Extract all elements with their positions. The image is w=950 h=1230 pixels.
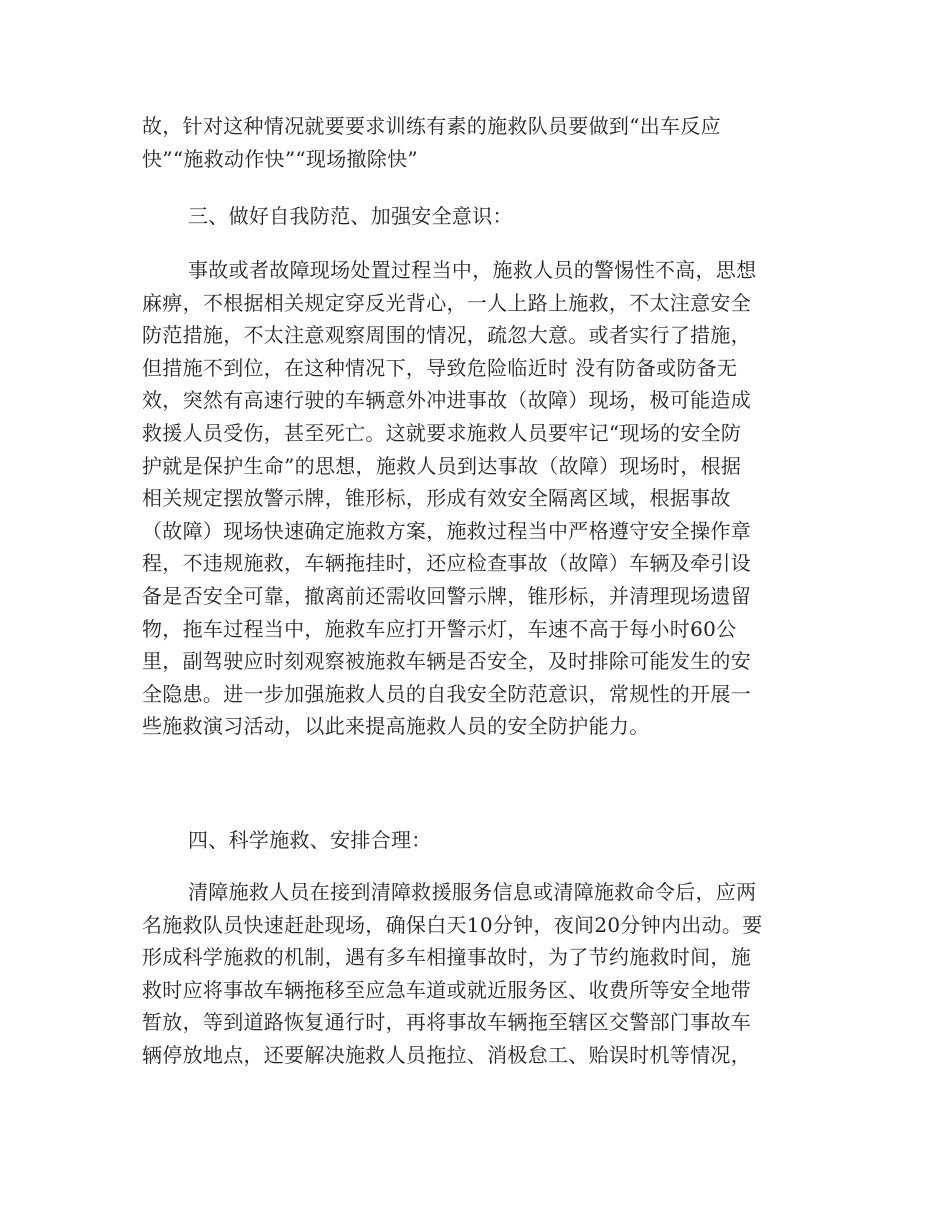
paragraph-line: 救援人员受伤，甚至死亡。这就要求施救人员要牢记“现场的安全防 xyxy=(142,420,742,445)
paragraph-line: 事故或者故障现场处置过程当中，施救人员的警惕性不高，思想 xyxy=(188,258,757,282)
paragraph-line: 但措施不到位，在这种情况下，导致危险临近时 没有防备或防备无 xyxy=(142,355,738,380)
section-heading-3: 三、做好自我防范、加强安全意识： xyxy=(188,204,513,228)
paragraph-line: 暂放，等到道路恢复通行时，再将事故车辆拖至辖区交警部门事故车 xyxy=(142,1010,751,1035)
paragraph-line: 清障施救人员在接到清障救援服务信息或清障施救命令后，应两 xyxy=(188,880,757,904)
paragraph-line: 防范措施，不太注意观察周围的情况，疏忽大意。或者实行了措施， xyxy=(142,323,751,348)
paragraph-continued xyxy=(142,110,812,175)
paragraph-line: 物，拖车过程当中，施救车应打开警示灯，车速不高于每小时60公 xyxy=(142,616,737,641)
paragraph-rescue xyxy=(142,876,812,1072)
paragraph-line: 形成科学施救的机制，遇有多车相撞事故时，为了节约施救时间，施 xyxy=(142,945,751,970)
paragraph-safety xyxy=(142,254,812,743)
paragraph-line: 程，不违规施救，车辆拖挂时，还应检查事故（故障）车辆及牵引设 xyxy=(142,551,751,576)
paragraph-line: 名施救队员快速赶赴现场，确保白天10分钟，夜间20分钟内出动。要 xyxy=(142,912,763,937)
paragraph-line: 全隐患。进一步加强施救人员的自我安全防范意识，常规性的开展一 xyxy=(142,681,751,706)
paragraph-line: 里，副驾驶应时刻观察被施救车辆是否安全，及时排除可能发生的安 xyxy=(142,649,751,674)
paragraph-line: 效，突然有高速行驶的车辆意外冲进事故（故障）现场，极可能造成 xyxy=(142,388,751,413)
paragraph-line: 救时应将事故车辆拖移至应急车道或就近服务区、收费所等安全地带 xyxy=(142,977,751,1002)
paragraph-line: 护就是保护生命”的思想，施救人员到达事故（故障）现场时，根据 xyxy=(142,453,742,478)
paragraph-line: 故，针对这种情况就要要求训练有素的施救队员要做到“出车反应 xyxy=(142,114,721,138)
paragraph-line: 些施救演习活动，以此来提高施救人员的安全防护能力。 xyxy=(142,714,650,739)
paragraph-line: 辆停放地点，还要解决施救人员拖拉、消极怠工、贻误时机等情况， xyxy=(142,1042,751,1067)
paragraph-line: 麻痹，不根据相关规定穿反光背心，一人上路上施救，不太注意安全 xyxy=(142,290,751,315)
paragraph-line: 快”“施救动作快”“现场撤除快” xyxy=(142,146,418,171)
section-heading-4: 四、科学施救、安排合理： xyxy=(188,828,432,852)
paragraph-line: 相关规定摆放警示牌，锥形标，形成有效安全隔离区域，根据事故 xyxy=(142,486,731,511)
paragraph-line: （故障）现场快速确定施救方案，施救过程当中严格遵守安全操作章 xyxy=(142,518,751,543)
paragraph-line: 备是否安全可靠，撤离前还需收回警示牌，锥形标，并清理现场遗留 xyxy=(142,583,751,608)
